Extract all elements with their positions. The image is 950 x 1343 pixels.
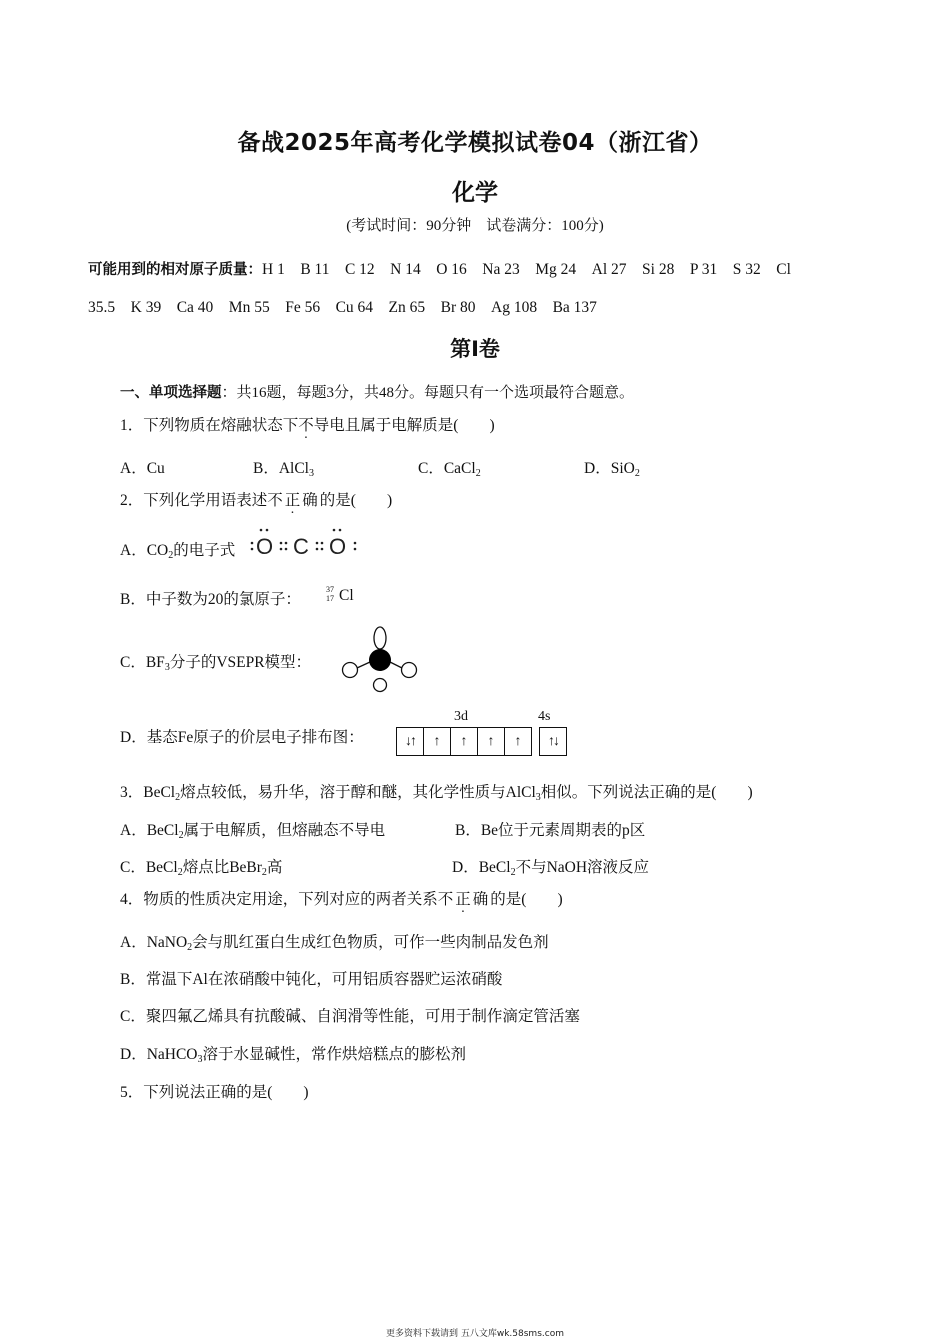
- vsepr-model-diagram: [338, 624, 422, 694]
- subscript: 2: [510, 867, 516, 878]
- subscript: 2: [261, 867, 267, 878]
- co2-lewis-structure: [250, 527, 360, 561]
- q3-stem-part: 3．BeCl: [120, 784, 176, 801]
- atomic-number: 17: [326, 594, 334, 603]
- q2-option-b: [120, 587, 301, 609]
- q1-option-d-text: D．SiO: [584, 460, 635, 477]
- question-2-stem: [120, 488, 392, 510]
- q3-option-c: [120, 855, 282, 877]
- chlorine-symbol: Cl: [339, 587, 354, 604]
- orbital-box: ↓↑: [397, 728, 424, 755]
- central-atom: [369, 649, 391, 671]
- q4-option-b: B．常温下Al在浓硝酸中钝化，可用铝质容器贮运浓硝酸: [120, 971, 503, 988]
- orbital-box: ↑: [424, 728, 451, 755]
- subscript: 2: [177, 867, 183, 878]
- q4-option-c: C．聚四氟乙烯具有抗酸碱、自润滑等性能，可用于制作滴定管活塞: [120, 1008, 580, 1025]
- q3-d-text: 不与NaOH溶液反应: [515, 859, 650, 876]
- q3-stem-part: 熔点较低，易升华，溶于醇和醚，其化学性质与AlCl: [180, 784, 536, 801]
- orbital-4s-box: ↑↓: [539, 727, 567, 756]
- q1-stem-part: 导电且属于电解质是( ): [313, 417, 495, 434]
- section-heading: [120, 381, 634, 402]
- orbital-label-4s: 4s: [538, 709, 551, 724]
- subscript: 3: [164, 662, 170, 673]
- q4-d-text: 溶于水显碱性，常作烘焙糕点的膨松剂: [202, 1046, 467, 1063]
- q2-a-text: A．CO: [120, 542, 169, 559]
- q3-stem-part: 相似。下列说法正确的是( ): [540, 784, 753, 801]
- lewis-oxygen-left: O: [256, 534, 274, 559]
- q1-stem-part: 1．下列物质在熔融状态下: [120, 417, 299, 434]
- q2-stem-part: 2．下列化学用语表述: [120, 492, 268, 509]
- question-4-stem: [120, 887, 563, 909]
- q3-option-d: [452, 855, 649, 877]
- atomic-mass-line-2: 35.5 K 39 Ca 40 Mn 55 Fe 56 Cu 64 Zn 65 Br 80 Ag 108 Ba 137: [88, 299, 597, 316]
- lewis-oxygen-right: O: [329, 534, 347, 559]
- atomic-mass-label: 可能用到的相对原子质量：: [88, 262, 262, 278]
- subscript: 2: [168, 550, 174, 561]
- q4-a-text: A．NaNO: [120, 934, 188, 951]
- q1-emphasis: 不: [298, 417, 314, 434]
- subscript: 2: [178, 830, 184, 841]
- q3-option-b: B．Be位于元素周期表的p区: [455, 822, 646, 839]
- q1-option-c-text: C．CaCl: [418, 460, 476, 477]
- q3-c-text: 熔点比BeBr: [182, 859, 262, 876]
- q2-stem-part: 的是( ): [319, 492, 393, 509]
- footer-note: 更多资料下载请到 五八文库wk.58sms.com: [386, 1329, 564, 1339]
- section-desc: ：共16题，每题3分，共48分。每题只有一个选项最符合题意。: [221, 385, 635, 401]
- q2-option-a: [120, 538, 235, 560]
- subscript: 3: [308, 468, 314, 479]
- q2-emphasis: 不正确: [267, 492, 320, 509]
- q1-option-a: A．Cu: [120, 460, 165, 477]
- q4-d-text: D．NaHCO: [120, 1046, 198, 1063]
- q3-c-text: 高: [266, 859, 283, 876]
- subscript: 2: [175, 792, 181, 803]
- question-1-stem: [120, 413, 495, 435]
- subscript: 3: [535, 792, 541, 803]
- orbital-3d-boxes: [396, 727, 532, 756]
- mass-number: 37: [326, 585, 334, 594]
- q1-option-b-text: B．AlCl: [253, 460, 309, 477]
- section-label: 一、单项选择题: [120, 385, 222, 401]
- q4-option-a: [120, 930, 549, 952]
- q4-option-d: [120, 1042, 466, 1064]
- q3-a-text: 属于电解质，但熔融态不导电: [183, 822, 386, 839]
- q4-stem-part: 的是( ): [490, 891, 563, 908]
- atomic-mass-values-1: H 1 B 11 C 12 N 14 O 16 Na 23 Mg 24 Al 27 Si 28 P 31 S 32 Cl: [262, 261, 791, 278]
- subject-title: 化学: [452, 180, 498, 206]
- subscript: 2: [187, 942, 193, 953]
- orbital-box: ↑: [451, 728, 478, 755]
- q2-c-text: 分子的VSEPR模型：: [169, 654, 312, 671]
- subscript: 2: [475, 468, 481, 479]
- volume-title: 第Ⅰ卷: [450, 337, 500, 361]
- lewis-carbon: C: [293, 534, 309, 559]
- q4-stem-part: 4．物质的性质决定用途，下列对应的两者关系: [120, 891, 438, 908]
- orbital-box: ↑: [478, 728, 505, 755]
- atomic-mass-line-1: [88, 257, 791, 279]
- q3-option-a: [120, 818, 385, 840]
- q1-option-c: [418, 456, 481, 478]
- q2-b-text: B．中子数为20的氯原子：: [120, 591, 301, 608]
- q2-a-text: 的电子式: [173, 542, 236, 559]
- q4-a-text: 会与肌红蛋白生成红色物质，可作一些肉制品发色剂: [192, 934, 549, 951]
- nuclide-numbers: [326, 585, 338, 603]
- question-3-stem: [120, 780, 753, 802]
- orbital-box: ↑: [514, 734, 522, 749]
- q2-option-d: D．基态Fe原子的价层电子排布图：: [120, 729, 364, 746]
- q2-option-c: [120, 650, 311, 672]
- orbital-label-3d: 3d: [454, 709, 468, 724]
- subscript: 2: [634, 468, 640, 479]
- document-title: 备战2025年高考化学模拟试卷04（浙江省）: [237, 130, 713, 156]
- q1-option-b: [253, 456, 314, 478]
- q4-emphasis: 不正确: [437, 891, 491, 908]
- q2-c-text: C．BF: [120, 654, 165, 671]
- q3-d-text: D．BeCl: [452, 859, 511, 876]
- q3-a-text: A．BeCl: [120, 822, 179, 839]
- q3-c-text: C．BeCl: [120, 859, 178, 876]
- question-5-stem: 5．下列说法正确的是( ): [120, 1084, 309, 1101]
- q1-option-d: [584, 456, 640, 478]
- subscript: 3: [197, 1054, 203, 1065]
- exam-info: (考试时间：90分钟 试卷满分：100分): [346, 218, 604, 234]
